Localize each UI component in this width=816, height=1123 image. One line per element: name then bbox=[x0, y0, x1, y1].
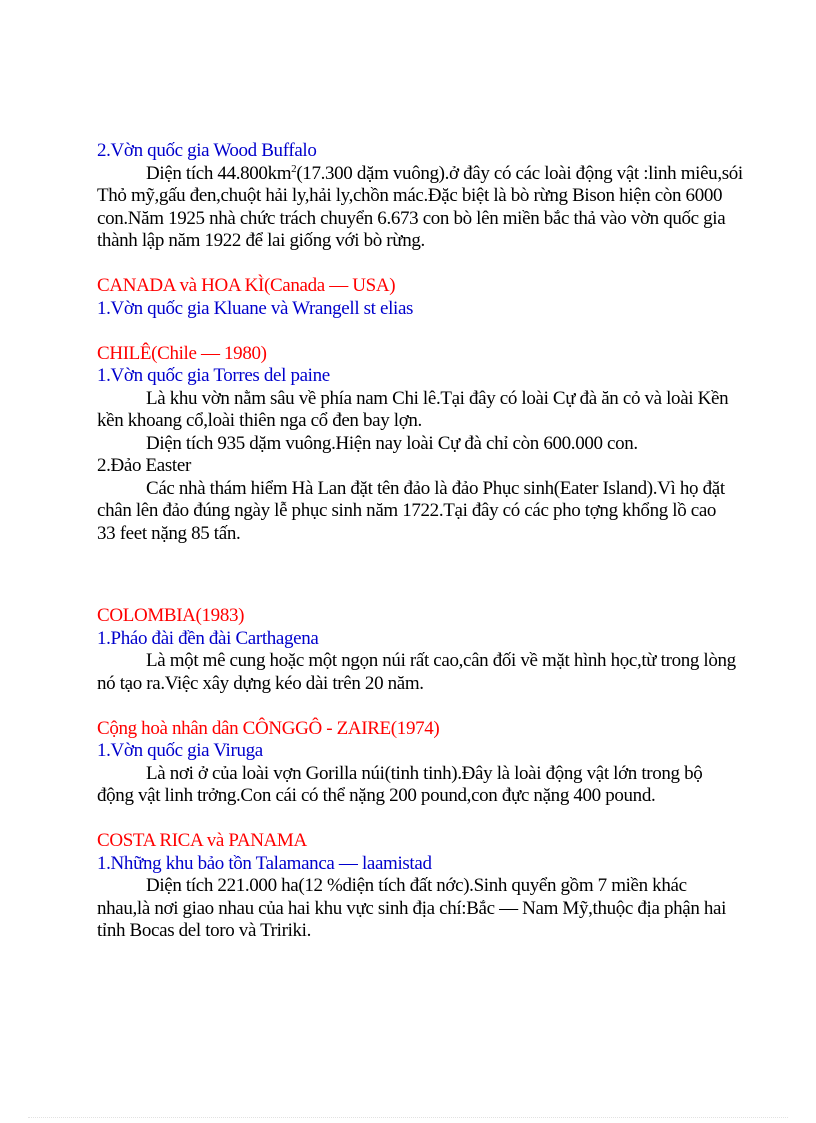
congo-paragraph-line-2: động vật linh trởng.Con cái có thể nặng 200 pound,con đực nặng 400 pound. bbox=[97, 785, 656, 806]
kluane-heading: 1.Vờn quốc gia Kluane và Wrangell st elias bbox=[97, 297, 414, 319]
congo-paragraph-line-1: Là nơi ở của loài vợn Gorilla núi(tinh tinh).Đây là loài động vật lớn trong bộ bbox=[146, 762, 703, 784]
costa-rica-paragraph-line-3: tỉnh Bocas del toro và Tririki. bbox=[97, 920, 311, 941]
carthagena-heading: 1.Pháo đài đền đài Carthagena bbox=[97, 627, 319, 649]
colombia-paragraph-line-2: nó tạo ra.Việc xây dựng kéo dài trên 20 năm. bbox=[97, 672, 424, 694]
spacer bbox=[97, 545, 777, 605]
costa-rica-country-title: COSTA RICA và PANAMA bbox=[97, 830, 307, 851]
document-page bbox=[97, 140, 777, 943]
colombia-paragraph-line-1: Là một mê cung hoặc một ngọn núi rất cao,cân đối về mặt hình học,từ trong lòng bbox=[146, 650, 736, 671]
chile-paragraph-line-2: kền khoang cổ,loài thiên nga cổ đen bay lợn. bbox=[97, 410, 422, 431]
easter-paragraph-line-2: chân lên đảo đúng ngày lễ phục sinh năm 1722.Tại đây có các pho tợng khổng lồ cao bbox=[97, 500, 717, 521]
easter-paragraph-line-3: 33 feet nặng 85 tấn. bbox=[97, 522, 241, 544]
colombia-country-title: COLOMBIA(1983) bbox=[97, 605, 245, 626]
costa-rica-paragraph-line-1: Diện tích 221.000 ha(12 %diện tích đất nớc).Sinh quyển gồm 7 miền khác bbox=[146, 875, 687, 896]
congo-country-title: Cộng hoà nhân dân CÔNGGÔ - ZAIRE(1974) bbox=[97, 717, 440, 739]
page-bottom-divider bbox=[28, 1117, 788, 1118]
chile-country-title: CHILÊ(Chile — 1980) bbox=[97, 342, 267, 364]
torres-del-paine-heading: 1.Vờn quốc gia Torres del paine bbox=[97, 365, 330, 386]
viruga-heading: 1.Vờn quốc gia Viruga bbox=[97, 740, 263, 761]
area-text-continued: (17.300 dặm vuông).ở đây có các loài động vật :linh miêu,sói bbox=[296, 162, 743, 184]
costa-rica-paragraph-line-2: nhau,là nơi giao nhau của hai khu vực sinh địa chí:Bắc — Nam Mỹ,thuộc địa phận hai bbox=[97, 897, 727, 919]
wood-buffalo-heading: 2.Vờn quốc gia Wood Buffalo bbox=[97, 140, 317, 161]
spacer bbox=[97, 253, 777, 276]
spacer bbox=[97, 695, 777, 718]
wood-buffalo-paragraph-line-3: con.Năm 1925 nhà chức trách chuyển 6.673 con bò lên miền bắc thả vào vờn quốc gia bbox=[97, 207, 726, 229]
wood-buffalo-paragraph-line-4: thành lập năm 1922 để lai giống với bò rừng. bbox=[97, 230, 425, 251]
spacer bbox=[97, 808, 777, 831]
chile-paragraph-line-3: Diện tích 935 dặm vuông.Hiện nay loài Cự đà chỉ còn 600.000 con. bbox=[146, 432, 638, 454]
area-text: Diện tích 44.800km bbox=[146, 162, 292, 184]
superscript: 2 bbox=[291, 162, 297, 175]
easter-island-heading: 2.Đảo Easter bbox=[97, 455, 191, 476]
canada-usa-country-title: CANADA và HOA KÌ(Canada — USA) bbox=[97, 275, 396, 296]
spacer bbox=[97, 320, 777, 343]
chile-paragraph-line-1: Là khu vờn nằm sâu về phía nam Chi lê.Tại đây có loài Cự đà ăn cỏ và loài Kền bbox=[146, 387, 729, 409]
wood-buffalo-paragraph-line-2: Thỏ mỹ,gấu đen,chuột hải ly,hải ly,chồn mác.Đặc biệt là bò rừng Bison hiện còn 6000 bbox=[97, 185, 723, 206]
wood-buffalo-paragraph-line-1 bbox=[97, 163, 777, 186]
easter-paragraph-line-1: Các nhà thám hiểm Hà Lan đặt tên đảo là đảo Phục sinh(Eater Island).Vì họ đặt bbox=[146, 477, 725, 499]
talamanca-heading: 1.Những khu bảo tồn Talamanca — laamistad bbox=[97, 852, 432, 874]
